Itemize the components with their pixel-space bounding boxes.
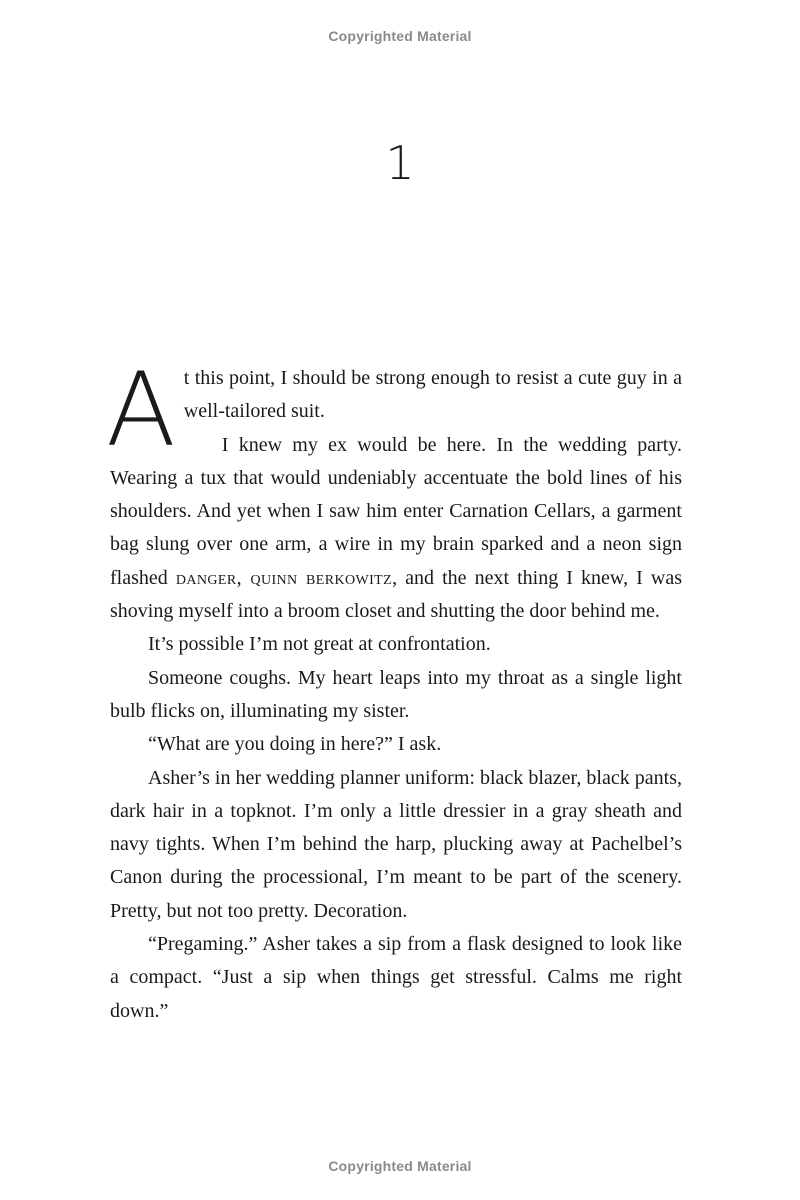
paragraph-4: Someone coughs. My heart leaps into my throat as a single light bulb flicks on, illuminating my sister. <box>110 666 682 722</box>
paragraph-7: “Pregaming.” Asher takes a sip from a flask designed to look like a compact. “Just a sip when things get stressful. Calms me right down.” <box>110 933 682 1022</box>
paragraph-1 <box>106 351 682 470</box>
paragraph-6: Asher’s in her wedding planner uniform: black blazer, black pants, dark hair in a topknot. I’m only a little dressier in a gray sheath and navy tights. When I’m behind the harp, plucking away at Pachelbel’s Canon during the processional, I’m meant to be part of the scenery. Pretty, but not too pretty. Decoration. <box>110 766 682 922</box>
paragraph-1-text: t this point, I should be strong enough to resist a cute guy in a well-tailored suit. <box>183 367 682 423</box>
paragraph-3: It’s possible I’m not great at confrontation. <box>148 633 491 656</box>
drop-cap: A <box>106 351 176 470</box>
paragraph-2 <box>110 429 682 629</box>
chapter-number: 1 <box>385 136 415 190</box>
copyright-watermark-top: Copyrighted Material <box>328 28 472 44</box>
paragraph-5: “What are you doing in here?” I ask. <box>148 733 442 756</box>
paragraph-2-text-before: I knew my ex would be here. In the wedding party. Wearing a tux that would undeniably accentuate the bold lines of his shoulders. And yet when I saw him enter Carnation Cellars, a garment bag slung over one arm, a wire in my brain sparked and a neon sign flashed <box>110 433 682 589</box>
chapter-body <box>106 351 682 1028</box>
copyright-watermark-bottom: Copyrighted Material <box>328 1158 472 1174</box>
paragraph-2-text-after: , and the next thing I knew, I was shoving myself into a broom closet and shutting the door behind me. <box>110 566 682 623</box>
paragraph-2-smallcaps: danger, quinn berkowitz <box>175 566 393 589</box>
